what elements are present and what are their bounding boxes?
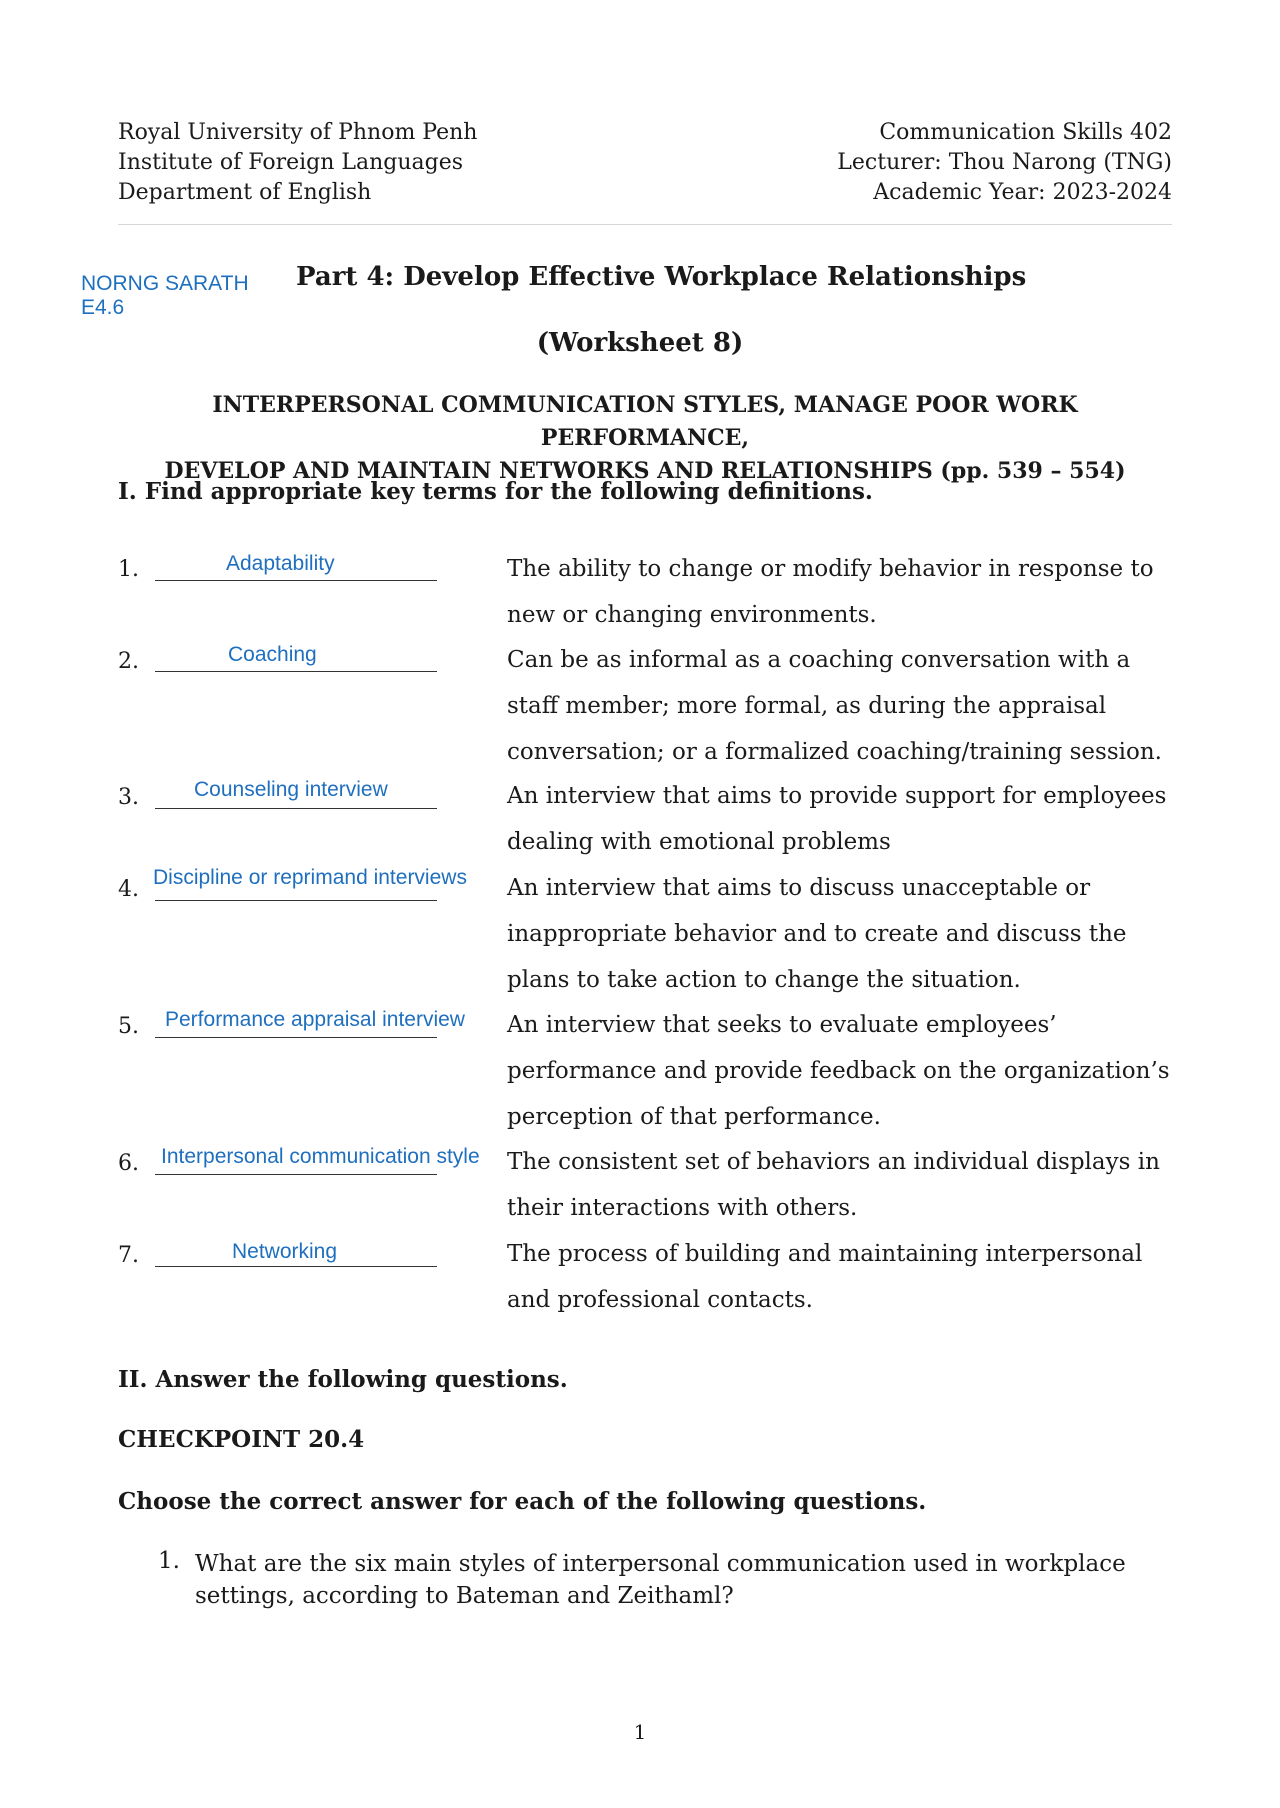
question-number: 1. bbox=[158, 1548, 180, 1574]
item-number: 1. bbox=[118, 557, 139, 582]
institute-name: Institute of Foreign Languages bbox=[118, 150, 464, 175]
student-annotation bbox=[81, 272, 249, 320]
answer-blank[interactable] bbox=[155, 1266, 437, 1267]
topic-line-2: DEVELOP AND MAINTAIN NETWORKS AND RELATIONSHIPS (pp. 539 – 554) bbox=[164, 458, 1126, 484]
item-number: 6. bbox=[118, 1151, 139, 1176]
answer-text: Adaptability bbox=[226, 552, 335, 575]
worksheet-label: (Worksheet 8) bbox=[536, 328, 744, 358]
department-name: Department of English bbox=[118, 180, 372, 205]
instruction-text: Choose the correct answer for each of the following questions. bbox=[118, 1488, 927, 1515]
academic-year: Academic Year: 2023-2024 bbox=[873, 180, 1172, 205]
item-number: 2. bbox=[118, 649, 139, 674]
item-number: 4. bbox=[118, 877, 139, 902]
student-class: E4.6 bbox=[81, 296, 125, 319]
definition-text: An interview that seeks to evaluate employees’ performance and provide feedback on the organization’s perception of that performance. bbox=[507, 1012, 1170, 1130]
answer-text: Networking bbox=[232, 1240, 338, 1263]
course-name: Communication Skills 402 bbox=[879, 120, 1172, 145]
question-text: What are the six main styles of interpersonal communication used in workplace settings, according to Bateman and Zeithaml? bbox=[195, 1551, 1126, 1609]
answer-blank[interactable] bbox=[155, 900, 437, 901]
topic-heading bbox=[118, 389, 1172, 488]
topic-line-1: INTERPERSONAL COMMUNICATION STYLES, MANAGE POOR WORK PERFORMANCE, bbox=[212, 392, 1078, 451]
answer-blank[interactable] bbox=[155, 580, 437, 581]
answer-text: Counseling interview bbox=[194, 778, 388, 801]
answer-text: Discipline or reprimand interviews bbox=[153, 866, 467, 889]
item-number: 5. bbox=[118, 1014, 139, 1039]
answer-blank[interactable] bbox=[155, 671, 437, 672]
page-title: Part 4: Develop Effective Workplace Relationships bbox=[296, 262, 1027, 292]
course-block bbox=[837, 118, 1172, 208]
answer-blank[interactable] bbox=[155, 808, 437, 809]
page-number: 1 bbox=[633, 1720, 647, 1744]
checkpoint-label: CHECKPOINT 20.4 bbox=[118, 1426, 365, 1453]
definition-text: An interview that aims to discuss unacceptable or inappropriate behavior and to create and discuss the plans to take action to change the situation. bbox=[507, 875, 1127, 993]
answer-text: Interpersonal communication style bbox=[161, 1145, 480, 1168]
item-number: 7. bbox=[118, 1243, 139, 1268]
definition-text: The consistent set of behaviors an individual displays in their interactions with others. bbox=[507, 1149, 1160, 1221]
answer-text: Performance appraisal interview bbox=[165, 1008, 465, 1031]
lecturer: Lecturer: Thou Narong (TNG) bbox=[837, 150, 1172, 175]
definition-text: The ability to change or modify behavior in response to new or changing environments. bbox=[507, 556, 1154, 628]
answer-blank[interactable] bbox=[155, 1174, 437, 1175]
student-name: NORNG SARATH bbox=[81, 272, 249, 295]
section-2-heading: II. Answer the following questions. bbox=[118, 1366, 568, 1393]
answer-text: Coaching bbox=[228, 643, 317, 666]
definition-text: Can be as informal as a coaching conversation with a staff member; more formal, as during the appraisal conversation; or a formalized coaching/training session. bbox=[507, 647, 1162, 765]
item-number: 3. bbox=[118, 785, 139, 810]
answer-blank[interactable] bbox=[155, 1037, 437, 1038]
section-1-heading: I. Find appropriate key terms for the following definitions. bbox=[118, 478, 873, 505]
definition-text: An interview that aims to provide support for employees dealing with emotional problems bbox=[507, 783, 1167, 855]
definition-text: The process of building and maintaining interpersonal and professional contacts. bbox=[507, 1241, 1143, 1313]
institution-block bbox=[118, 118, 477, 208]
university-name: Royal University of Phnom Penh bbox=[118, 120, 478, 145]
header-divider bbox=[118, 224, 1172, 225]
